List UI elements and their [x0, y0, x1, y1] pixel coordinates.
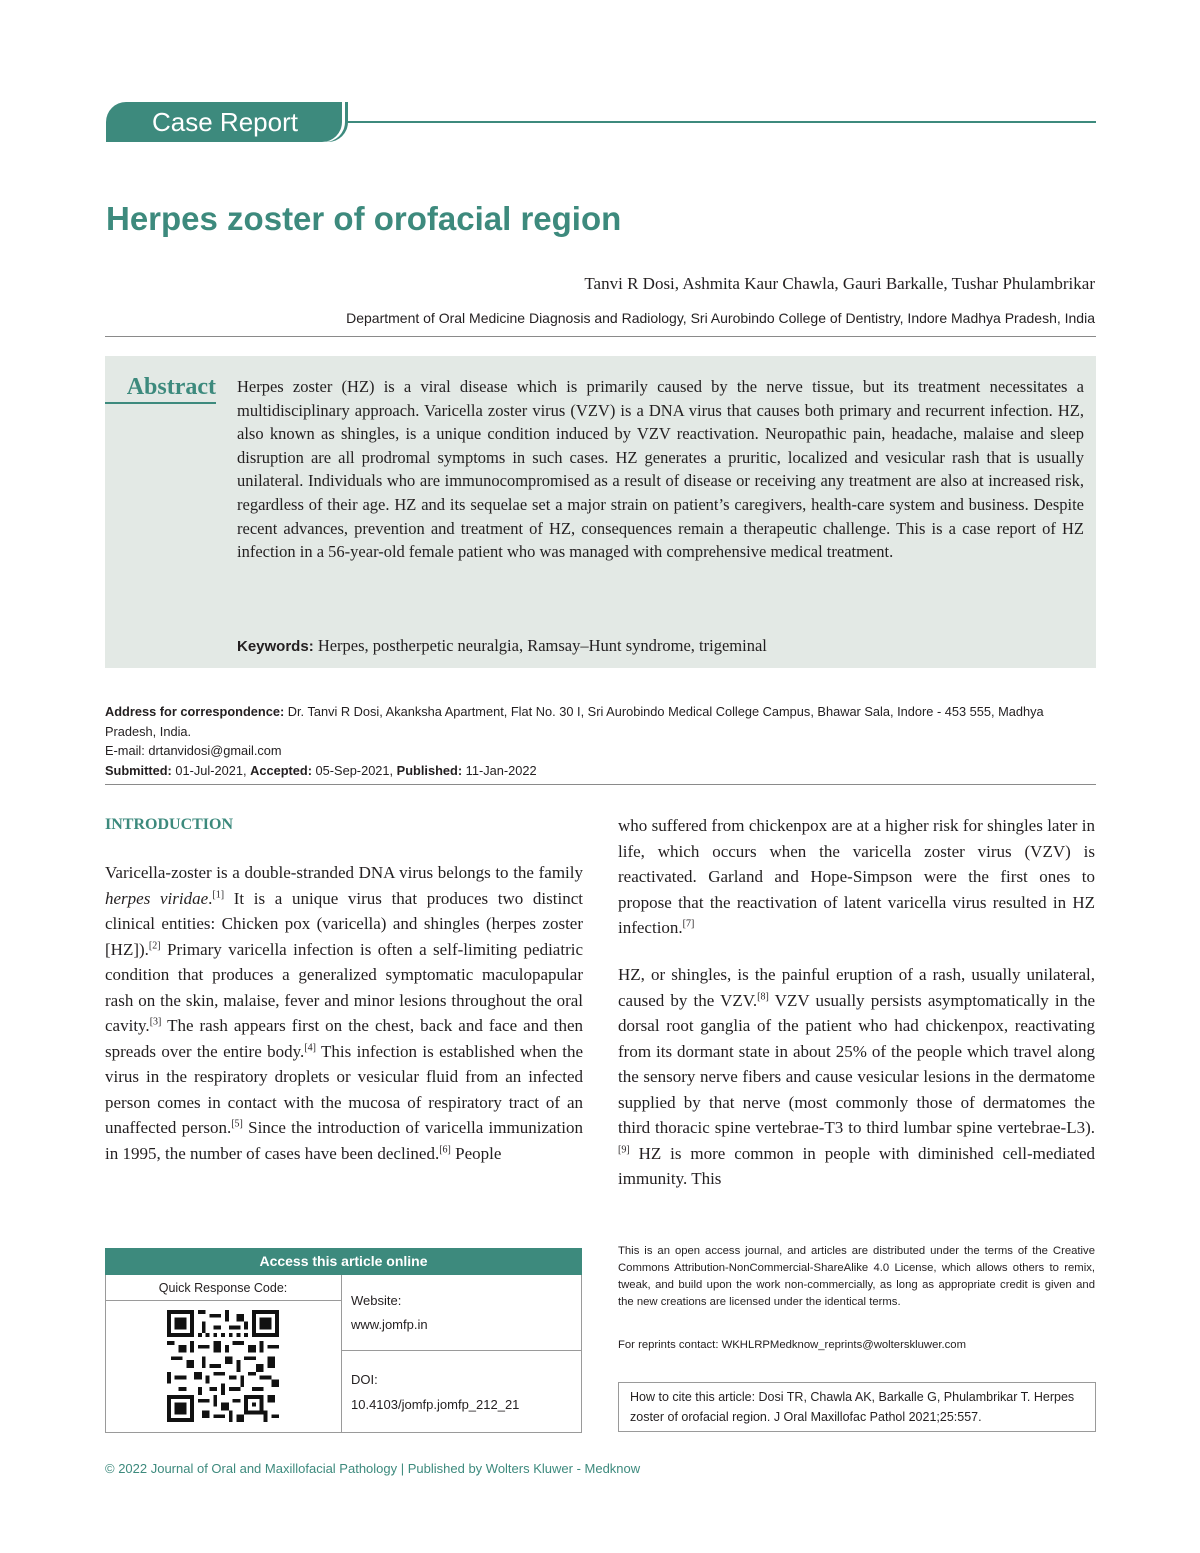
citation-ref[interactable]: [5]	[231, 1118, 243, 1130]
keywords-list: Herpes, postherpetic neuralgia, Ramsay–Hunt syndrome, trigeminal	[317, 636, 767, 655]
citation-ref[interactable]: [9]	[618, 1143, 630, 1155]
email-link[interactable]: drtanvidosi@gmail.com	[148, 743, 282, 758]
reprints-contact: For reprints contact: WKHLRPMedknow_reprints@wolterskluwer.com	[618, 1339, 966, 1351]
section-heading-introduction: INTRODUCTION	[105, 816, 234, 833]
address-label: Address for correspondence:	[105, 704, 285, 719]
email-label: E-mail:	[105, 743, 145, 758]
intro-paragraph-2: HZ, or shingles, is the painful eruption of a rash, usually unilateral, caused by the VZV.[8] VZV usually persists asymptomatically in the dorsal root ganglia of the patient who had chickenpox, reactivating from its dormant state in about 25% of the people which travel along the sensory nerve fibers and cause vesicular lesions in the dermatome supplied by that nerve (most commonly those of dermatomes the third thoracic spine vertebrae-T3 to third lumbar spine vertebrae-L3).[9] HZ is more common in people with diminished cell-mediated immunity. This	[618, 965, 1095, 1188]
keywords	[237, 636, 1084, 656]
doi-link[interactable]: 10.4103/jomfp.jomfp_212_21	[351, 1397, 520, 1412]
submitted-label: Submitted:	[105, 762, 172, 778]
citation-reference: Dosi TR, Chawla AK, Barkalle G, Phulambrikar T. Herpes zoster of orofacial region. J Oral Maxillofac Pathol 2021;25:557.	[630, 1390, 1075, 1424]
website-link[interactable]: www.jomfp.in	[351, 1317, 428, 1332]
author-list: Tanvi R Dosi, Ashmita Kaur Chawla, Gauri Barkalle, Tushar Phulambrikar	[584, 274, 1095, 293]
correspondence-block	[105, 702, 1096, 780]
article-dates: Submitted: 01-Jul-2021, Accepted: 05-Sep-2021, Published: 11-Jan-2022	[105, 762, 537, 778]
citation-ref[interactable]: [1]	[212, 888, 225, 900]
italic-term: herpes viridae	[105, 888, 209, 908]
header-rule	[330, 121, 1096, 123]
box-divider	[341, 1275, 342, 1433]
published-label: Published:	[396, 762, 463, 778]
journal-footer: © 2022 Journal of Oral and Maxillofacial Pathology | Published by Wolters Kluwer - Medknow	[105, 1461, 641, 1476]
citation-text	[630, 1387, 1090, 1427]
citation-ref[interactable]: [8]	[757, 990, 769, 1002]
qr-code-icon[interactable]	[167, 1310, 279, 1422]
access-online-heading: Access this article online	[105, 1248, 582, 1275]
website-label: Website:	[351, 1293, 402, 1308]
correspondence-email	[105, 741, 1096, 761]
accepted-label: Accepted:	[250, 762, 312, 778]
intro-paragraph-1: Varicella-zoster is a double-stranded DNA virus belongs to the family herpes viridae.[1] It is a unique virus that produces two distinct clinical entities: Chicken pox (varicella) and shingles (herpes zoster [HZ]).[2] Primary varicella infection is often a self-limiting pediatric condition that produces a generalized symptomatic maculopapular rash on the skin, malaise, fever and minor lesions throughout the oral cavity.[3] The rash appears first on the chest, back and face and then spreads over the entire body.[4] This infection is established when the virus in the respiratory droplets or vesicular fluid from an infected person comes in contact with the mucosa of respiratory tract of an unaffected person.[5] Since the introduction of varicella immunization in 1995, the number of cases have been declined.[6] People	[105, 863, 583, 1163]
box-divider	[341, 1350, 582, 1351]
divider	[105, 784, 1096, 785]
citation-ref[interactable]: [3]	[149, 1016, 162, 1028]
submitted-date: 01-Jul-2021	[175, 762, 243, 778]
published-date: 11-Jan-2022	[465, 762, 537, 778]
address-text: Dr. Tanvi R Dosi, Akanksha Apartment, Flat No. 30 I, Sri Aurobindo Medical College Campus, Bhawar Sala, Indore - 453 555, Madhya Pradesh, India.	[105, 704, 1044, 739]
qr-code-label: Quick Response Code:	[158, 1281, 288, 1295]
citation-ref[interactable]: [7]	[682, 918, 695, 930]
keywords-label: Keywords:	[237, 638, 314, 655]
abstract-heading: Abstract	[105, 374, 216, 404]
license-notice: This is an open access journal, and articles are distributed under the terms of the Creative Commons Attribution-NonCommercial-ShareAlike 4.0 License, which allows others to remix, tweak, and build upon the work non-commercially, as long as appropriate credit is given and the new creations are licensed under the identical terms.	[618, 1245, 1095, 1308]
correspondence-address	[105, 702, 1096, 741]
citation-ref[interactable]: [6]	[439, 1143, 451, 1155]
citation-ref[interactable]: [4]	[304, 1041, 316, 1053]
article-type-label: Case Report	[152, 107, 298, 137]
intro-paragraph-1-continued: who suffered from chickenpox are at a higher risk for shingles later in life, which occurs when the varicella zoster virus (VZV) is reactivated. Garland and Hope-Simpson were the first ones to propose that the reactivation of latent varicella virus resulted in HZ infection.[7]	[618, 816, 1095, 937]
box-divider	[105, 1300, 341, 1301]
divider	[105, 336, 1096, 337]
article-title: Herpes zoster of orofacial region	[106, 200, 622, 237]
citation-ref[interactable]: [2]	[148, 939, 161, 951]
abstract-text: Herpes zoster (HZ) is a viral disease which is primarily caused by the nerve tissue, but its treatment necessitates a multidisciplinary approach. Varicella zoster virus (VZV) is a DNA virus that causes both primary and recurrent infection. HZ, also known as shingles, is a unique condition induced by VZV reactivation. Neuropathic pain, headache, malaise and sleep disruption are all prodromal symptoms in such cases. HZ generates a pruritic, localized and vesicular rash that is usually unilateral. Individuals who are immunocompromised as a result of disease or receiving any treatment are also at increased risk, regardless of their age. HZ and its sequelae set a major strain on patient’s caregivers, health-care system and business. Despite recent advances, prevention and treatment of HZ, consequences remain a therapeutic challenge. This is a case report of HZ infection in a 56-year-old female patient who was managed with comprehensive medical treatment.	[237, 377, 1084, 562]
affiliation: Department of Oral Medicine Diagnosis and Radiology, Sri Aurobindo College of Dentistry, Indore Madhya Pradesh, India	[346, 310, 1095, 326]
citation-label: How to cite this article:	[630, 1390, 756, 1404]
accepted-date: 05-Sep-2021	[315, 762, 390, 778]
doi-label: DOI:	[351, 1372, 378, 1387]
article-type-tag	[106, 102, 342, 142]
